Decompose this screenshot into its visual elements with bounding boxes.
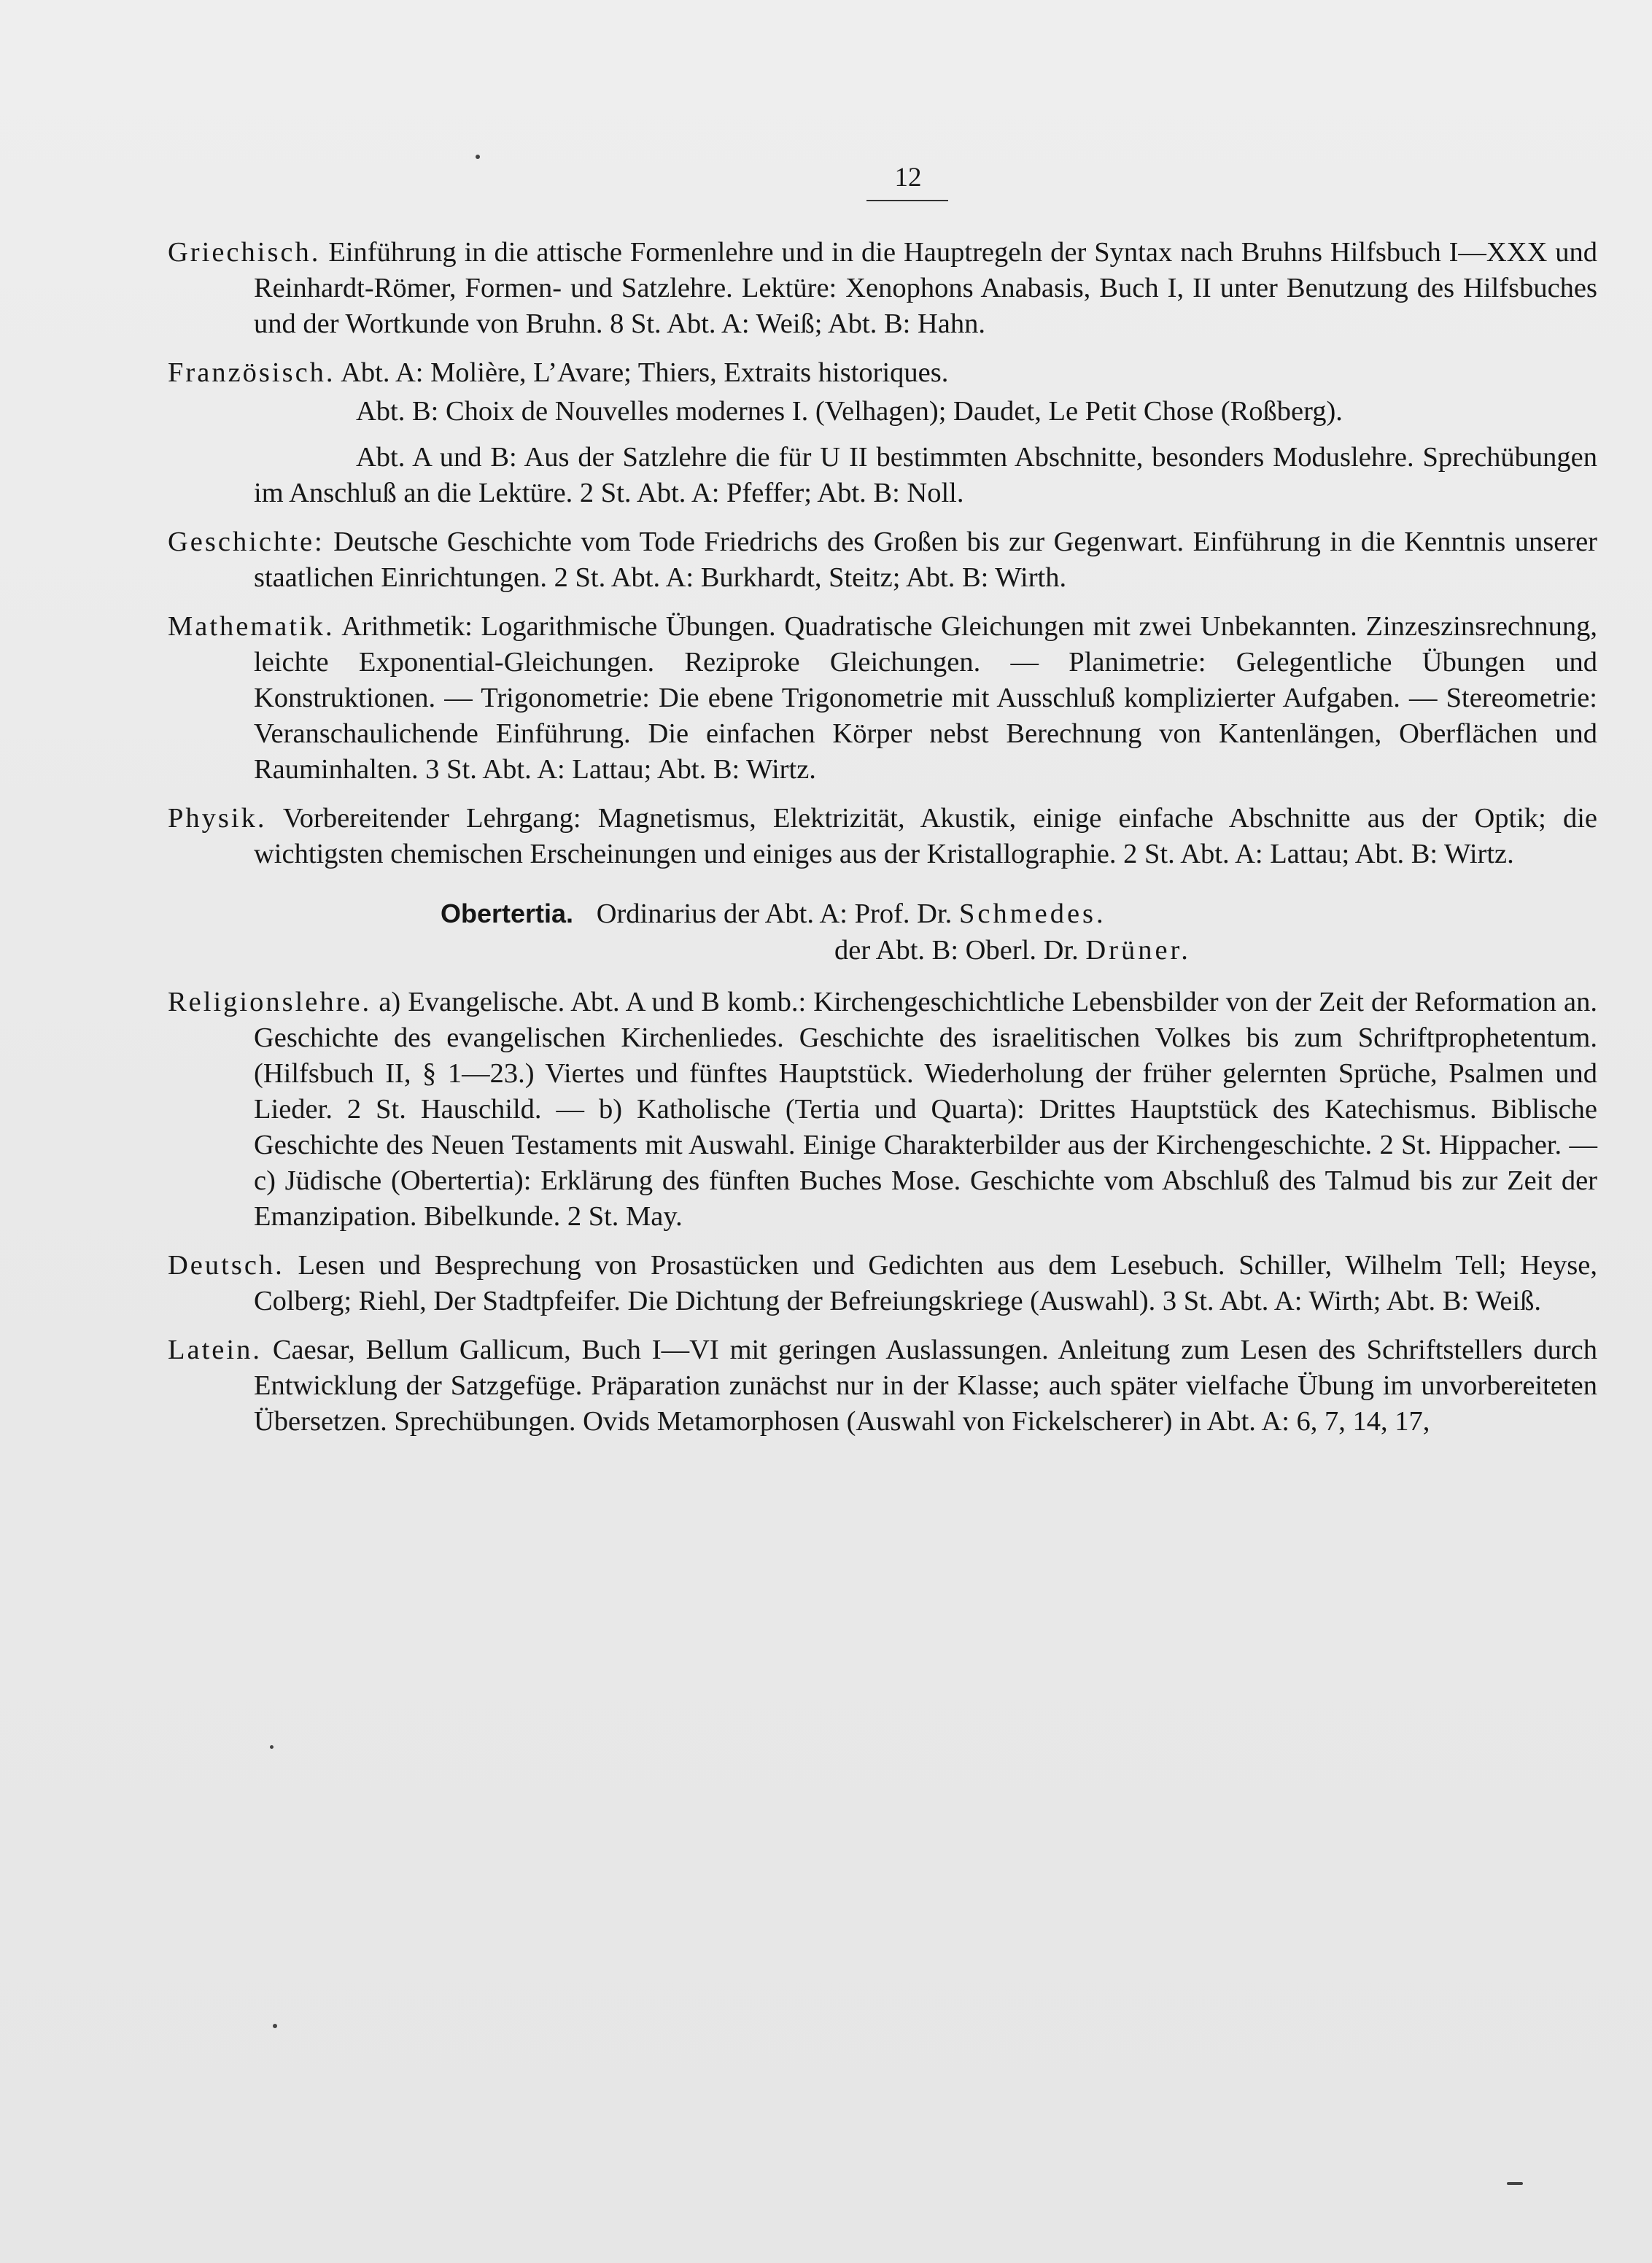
- entry-text: Einführung in die attische Formenlehre und in die Hauptregeln der Syntax nach Bruhns Hilfsbuch I—XXX und Reinhardt-Römer, Formen- und Satzlehre. Lektüre: Xenophons Anabasis, Buch I, II unter Benutzung des Hilfsbuches und der Wortkunde von Bruhn. 8 St. Abt. A: Weiß; Abt. B: Hahn.: [254, 237, 1598, 339]
- entry-deutsch: [168, 1248, 1597, 1319]
- entry-head: Latein.: [168, 1335, 262, 1365]
- entry-head: Französisch.: [168, 357, 336, 388]
- entry-text: Arithmetik: Logarithmische Übungen. Quadratische Gleichungen mit zwei Unbekannten. Zinzeszinsrechnung, leichte Exponential-Gleichungen. Reziproke Gleichungen. — Planimetrie: Gelegentliche Übungen und Konstruktionen. — Trigonometrie: Die ebene Trigonometrie mit Ausschluß komplizierter Aufgaben. — Stereometrie: Veranschaulichende Einführung. Die einfachen Körper nebst Berechnung von Kantenlängen, Oberflächen und Rauminhalten. 3 St. Abt. A: Lattau; Abt. B: Wirtz.: [254, 611, 1597, 785]
- entry-mathematik: [168, 609, 1597, 788]
- entry-head: Geschichte:: [168, 527, 325, 557]
- franzoesisch-abt-ab: [168, 440, 1597, 511]
- entry-text: Caesar, Bellum Gallicum, Buch I—VI mit geringen Auslassungen. Anleitung zum Lesen des Schriftstellers durch Entwicklung der Satzgefüge. Präparation zunächst nur in der Klasse; auch später vielfache Übung im unvorbereiteten Übersetzen. Sprechübungen. Ovids Metamorphosen (Auswahl von Fickelscherer) in Abt. A: 6, 7, 14, 17,: [254, 1335, 1597, 1437]
- section-heading-obertertia: [441, 896, 1597, 969]
- ordinarius-b-label: der Abt. B: Oberl. Dr.: [834, 935, 1079, 966]
- franzoesisch-abt-b: [168, 394, 1597, 430]
- entry-head: Physik.: [168, 803, 267, 834]
- page-content: [168, 235, 1597, 1453]
- scan-speck: [476, 155, 480, 159]
- sub-text: Abt. B: Choix de Nouvelles modernes I. (Velhagen); Daudet, Le Petit Chose (Roßberg).: [356, 396, 1343, 427]
- entry-griechisch: [168, 235, 1597, 342]
- sub-text: Abt. A und B: Aus der Satzlehre die für U II bestimmten Abschnitte, besonders Moduslehre. Sprechübungen im Anschluß an die Lektüre. 2 St. Abt. A: Pfeffer; Abt. B: Noll.: [254, 442, 1597, 508]
- entry-head: Griechisch.: [168, 237, 321, 268]
- entry-text: Deutsche Geschichte vom Tode Friedrichs des Großen bis zur Gegenwart. Einführung in die Kenntnis unserer staatlichen Einrichtungen. 2 St. Abt. A: Burkhardt, Steitz; Abt. B: Wirth.: [254, 527, 1598, 593]
- entry-geschichte: [168, 524, 1597, 596]
- scan-speck: [273, 2024, 277, 2028]
- entry-head: Mathematik.: [168, 611, 335, 642]
- entry-franzoesisch: [168, 355, 1597, 391]
- section-title: Obertertia.: [441, 898, 574, 928]
- entry-text: Abt. A: Molière, L’Avare; Thiers, Extraits historiques.: [341, 357, 949, 388]
- entry-text: Vorbereitender Lehrgang: Magnetismus, Elektrizität, Akustik, einige einfache Abschnitte aus der Optik; die wichtigsten chemischen Erscheinungen und einiges aus der Kristallographie. 2 St. Abt. A: Lattau; Abt. B: Wirtz.: [254, 803, 1598, 869]
- scan-speck: [1507, 2182, 1523, 2185]
- section-heading-row-1: [441, 896, 1597, 932]
- entry-latein: [168, 1332, 1597, 1440]
- page-number: 12: [894, 163, 922, 193]
- entry-text: Lesen und Besprechung von Prosastücken und Gedichten aus dem Lesebuch. Schiller, Wilhelm Tell; Heyse, Colberg; Riehl, Der Stadtpfeifer. Die Dichtung der Befreiungskriege (Auswahl). 3 St. Abt. A: Wirth; Abt. B: Weiß.: [254, 1250, 1597, 1316]
- entry-religionslehre: [168, 985, 1597, 1235]
- entry-physik: [168, 801, 1597, 872]
- ordinarius-a-name: Schmedes.: [958, 898, 1106, 929]
- scan-speck: [270, 1745, 274, 1749]
- section-heading-row-2: [441, 932, 1597, 969]
- ordinarius-b-name: Drüner.: [1085, 935, 1191, 966]
- page-number-rule: [866, 200, 948, 201]
- entry-text: a) Evangelische. Abt. A und B komb.: Kirchengeschichtliche Lebensbilder von der Zeit der Reformation an. Geschichte des evangelischen Kirchenliedes. Geschichte des israelitischen Volkes bis zum Schriftprophetentum. (Hilfsbuch II, § 1—23.) Viertes und fünftes Hauptstück. Wiederholung der früher gelernten Sprüche, Psalmen und Lieder. 2 St. Hauschild. — b) Katholische (Tertia und Quarta): Drittes Hauptstück des Katechismus. Biblische Geschichte des Neuen Testaments mit Auswahl. Einige Charakterbilder aus der Kirchengeschichte. 2 St. Hippacher. — c) Jüdische (Obertertia): Erklärung des fünften Buches Mose. Geschichte vom Abschluß des Talmud bis zur Zeit der Emanzipation. Bibelkunde. 2 St. May.: [254, 987, 1597, 1232]
- entry-head: Religionslehre.: [168, 987, 372, 1017]
- ordinarius-a-label: Ordinarius der Abt. A: Prof. Dr.: [596, 898, 953, 929]
- entry-head: Deutsch.: [168, 1250, 284, 1281]
